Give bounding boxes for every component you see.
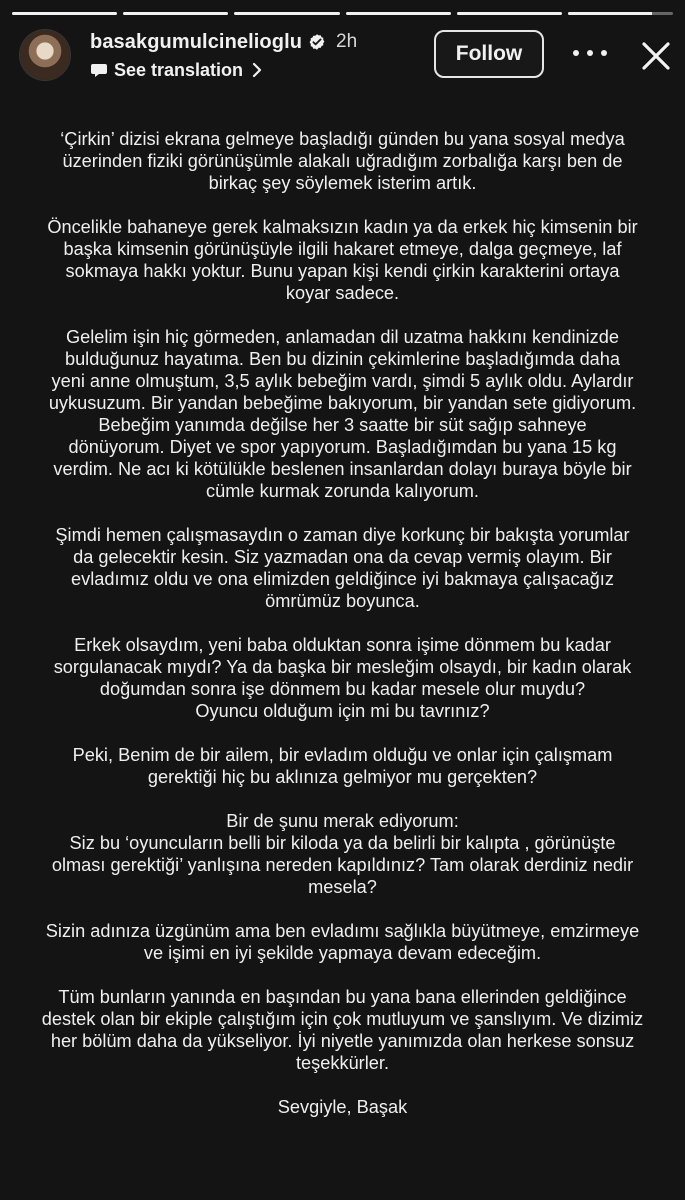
story-line: Sizin adınıza üzgünüm ama ben evladımı sağlıkla büyütmeye, emzirmeye bbox=[45, 921, 640, 941]
story-paragraph bbox=[22, 216, 663, 304]
story-progress-bar-group bbox=[12, 12, 673, 15]
story-paragraph bbox=[22, 326, 663, 502]
story-line: sorgulanacak mıydı? Ya da başka bir mesleğim olsaydı, bir kadın olarak bbox=[53, 657, 632, 677]
story-line: olması gerektiği’ yanlışına nereden kapıldınız? Tam olarak derdiniz nedir bbox=[51, 855, 634, 875]
story-paragraph bbox=[22, 810, 663, 898]
story-line: evladımız oldu ve ona elimizden geldiğince iyi bakmaya çalışacağız bbox=[71, 569, 614, 589]
story-line: teşekkürler. bbox=[296, 1053, 389, 1073]
story-paragraph bbox=[22, 128, 663, 194]
story-line: gerektiği hiç bu aklınıza gelmiyor mu gerçekten? bbox=[147, 767, 538, 787]
story-line: üzerinden fiziki görünüşümle alakalı uğradığım zorbalığa karşı ben de bbox=[62, 151, 623, 171]
story-progress-bar bbox=[123, 12, 228, 15]
avatar[interactable] bbox=[20, 30, 70, 80]
story-line: Şimdi hemen çalışmasaydın o zaman diye korkunç bir bakışta yorumlar bbox=[55, 525, 630, 545]
story-header bbox=[20, 30, 665, 84]
story-line: yeni anne olmuştum, 3,5 aylık bebeğim vardı, şimdi 5 aylık oldu. Aylardır bbox=[51, 371, 634, 391]
story-paragraph bbox=[22, 524, 663, 612]
story-progress-bar bbox=[457, 12, 562, 15]
story-line: cümle kurmak zorunda kalıyorum. bbox=[206, 481, 479, 501]
story-line: Öncelikle bahaneye gerek kalmaksızın kadın ya da erkek hiç kimsenin bir bbox=[47, 217, 638, 237]
story-time: 2h bbox=[336, 31, 358, 52]
story-line: Oyuncu olduğum için mi bu tavrınız? bbox=[195, 701, 490, 721]
story-line: sokmaya hakkı yoktur. Bunu yapan kişi kendi çirkin karakterini ortaya bbox=[65, 261, 620, 281]
username-row bbox=[90, 30, 357, 54]
username[interactable]: basakgumulcinelioglu bbox=[90, 30, 303, 53]
story-line: ‘Çirkin’ dizisi ekrana gelmeye başladığı günden bu yana sosyal medya bbox=[60, 129, 625, 149]
story-line: Tüm bunların yanında en başından bu yana bana ellerinden geldiğince bbox=[58, 987, 627, 1007]
story-line: doğumdan sonra işe dönmem bu kadar mesele olur muydu? bbox=[99, 679, 586, 699]
story-progress-fill bbox=[457, 12, 562, 15]
story-line: dönüyorum. Diyet ve spor yapıyorum. Başladığımdan bu yana 15 kg bbox=[68, 437, 617, 457]
story-line: mesela? bbox=[308, 877, 377, 897]
follow-button[interactable]: Follow bbox=[434, 30, 544, 78]
story-paragraph bbox=[22, 744, 663, 788]
see-translation-label: See translation bbox=[114, 59, 244, 80]
story-line: Erkek olsaydım, yeni baba olduktan sonra işime dönmem bu kadar bbox=[74, 635, 611, 655]
story-line: başka kimsenin görünüşüyle ilgili hakaret etmeye, dalga geçmeye, laf bbox=[63, 239, 622, 259]
story-line: ve işimi en iyi şekilde yapmaya devam edeceğim. bbox=[143, 943, 542, 963]
story-line: Bebeğim yanımda değilse her 3 saatte bir süt sağıp sahneye bbox=[98, 415, 587, 435]
story-progress-bar bbox=[346, 12, 451, 15]
story-line: Sevgiyle, Başak bbox=[277, 1097, 408, 1117]
story-line: Gelelim işin hiç görmeden, anlamadan dil uzatma hakkını kendinizde bbox=[66, 327, 619, 347]
story-progress-fill bbox=[123, 12, 228, 15]
story-line: birkaç şey söylemek isterim artık. bbox=[208, 173, 477, 193]
story-progress-bar bbox=[568, 12, 673, 15]
story-line: Bir de şunu merak ediyorum: bbox=[226, 811, 459, 831]
verified-icon bbox=[308, 33, 326, 51]
chevron-right-icon bbox=[251, 62, 263, 78]
story-line: uykusuzum. Bir yandan bebeğime bakıyorum, bir yandan sete gidiyorum. bbox=[48, 393, 637, 413]
story-line: verdim. Ne acı ki kötülükle beslenen insanlardan dolayı buraya böyle bir bbox=[53, 459, 632, 479]
story-line: bulduğunuz hayatıma. Ben bu dizinin çekimlerine başladığımda daha bbox=[64, 349, 621, 369]
translation-icon bbox=[90, 61, 108, 79]
more-dot bbox=[601, 50, 607, 56]
story-progress-bar bbox=[12, 12, 117, 15]
user-info bbox=[90, 30, 357, 82]
story-paragraph bbox=[22, 634, 663, 722]
story-progress-bar bbox=[234, 12, 339, 15]
story-text bbox=[22, 128, 663, 1140]
story-line: ömrümüz boyunca. bbox=[265, 591, 420, 611]
story-line: destek olan bir ekiple çalıştığım için çok mutluyum ve şanslıyım. Ve dizimiz bbox=[41, 1009, 644, 1029]
story-line: koyar sadece. bbox=[285, 283, 400, 303]
story-line: her bölüm daha da yükseliyor. İyi niyetle yanımızda olan herkese sonsuz bbox=[50, 1031, 635, 1051]
story-paragraph bbox=[22, 1096, 663, 1118]
more-icon[interactable] bbox=[573, 48, 607, 58]
story-line: da gelecektir kesin. Siz yazmadan ona da cevap vermiş olayım. Bir bbox=[73, 547, 612, 567]
story-progress-fill bbox=[568, 12, 652, 15]
story-progress-fill bbox=[12, 12, 117, 15]
close-icon[interactable] bbox=[638, 38, 674, 74]
story-progress-fill bbox=[234, 12, 339, 15]
more-dot bbox=[587, 50, 593, 56]
story-line: Siz bu ‘oyuncuların belli bir kiloda ya da belirli bir kalıpta , görünüşte bbox=[69, 833, 616, 853]
story-paragraph bbox=[22, 986, 663, 1074]
see-translation-link[interactable] bbox=[90, 58, 357, 82]
story-progress-fill bbox=[346, 12, 451, 15]
story-line: Peki, Benim de bir ailem, bir evladım olduğu ve onlar için çalışmam bbox=[72, 745, 613, 765]
story-paragraph bbox=[22, 920, 663, 964]
more-dot bbox=[573, 50, 579, 56]
